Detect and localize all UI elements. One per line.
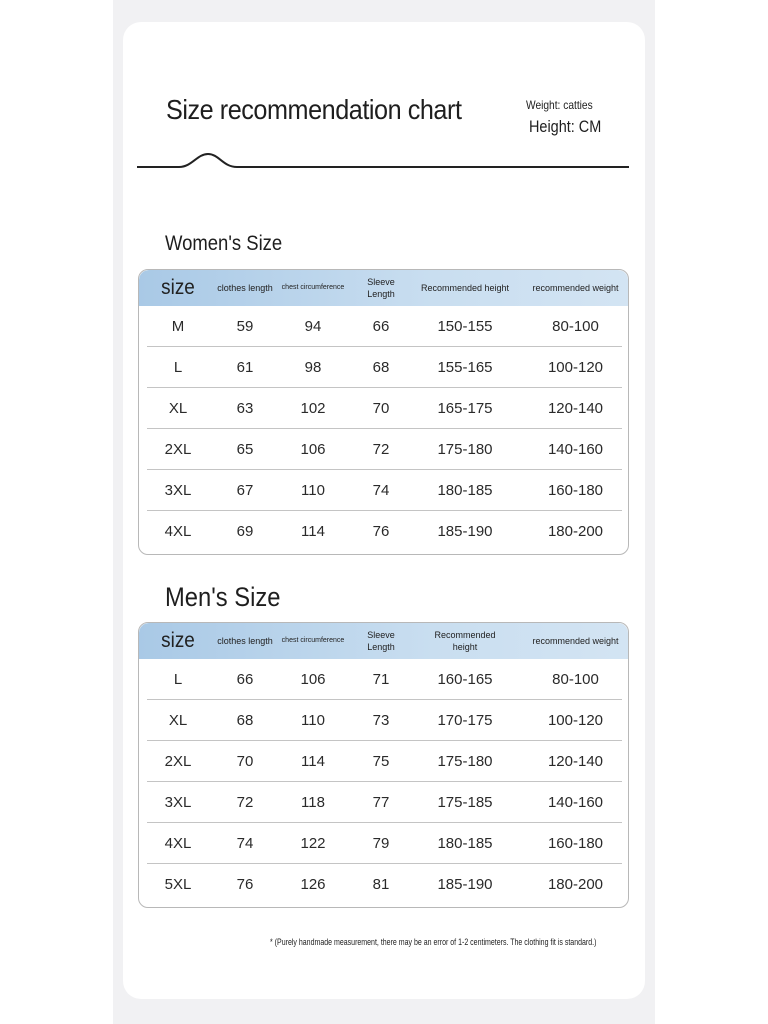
rec-weight-cell: 120-140 (547, 400, 604, 417)
size-cell: 4XL (164, 835, 192, 852)
clothes-length-cell: 69 (236, 523, 254, 540)
rec-height-cell: 160-165 (437, 671, 493, 688)
chest-cell: 126 (300, 876, 326, 893)
rec-height-cell: 180-185 (437, 835, 493, 852)
sleeve-cell: 75 (372, 753, 390, 770)
sleeve-cell: 77 (372, 794, 390, 811)
rec-height-cell: 170-175 (437, 712, 493, 729)
col-clothes-length-header: clothes length (217, 283, 273, 293)
clothes-length-cell: 66 (236, 671, 254, 688)
size-cell: 5XL (164, 876, 192, 893)
table-row (139, 511, 628, 552)
sleeve-cell: 68 (372, 359, 390, 376)
rec-weight-cell: 80-100 (552, 671, 599, 688)
chest-cell: 110 (301, 712, 325, 729)
rec-height-cell: 155-165 (437, 359, 493, 376)
clothes-length-cell: 74 (236, 835, 254, 852)
table-row (139, 388, 628, 429)
chest-cell: 98 (304, 359, 322, 376)
sleeve-cell: 73 (372, 712, 390, 729)
chest-cell: 122 (300, 835, 326, 852)
table-row (139, 741, 628, 782)
col-sleeve-header: Sleeve Length (367, 630, 395, 652)
col-clothes-length-header: clothes length (217, 636, 273, 646)
rec-weight-cell: 140-160 (547, 794, 604, 811)
mens-size-title: Men's Size (165, 582, 281, 612)
col-chest-header: chest circumference (281, 284, 345, 291)
col-chest-header: chest circumference (281, 637, 345, 644)
size-cell: XL (168, 712, 188, 729)
rec-height-cell: 185-190 (437, 876, 493, 893)
col-rec-weight-header: recommended weight (532, 283, 619, 293)
table-row (139, 823, 628, 864)
rec-weight-cell: 140-160 (547, 441, 604, 458)
rec-weight-cell: 160-180 (547, 482, 604, 499)
size-cell: M (171, 318, 185, 335)
sleeve-cell: 81 (372, 876, 390, 893)
sleeve-cell: 70 (372, 400, 390, 417)
rec-height-cell: 185-190 (437, 523, 493, 540)
rec-weight-cell: 120-140 (547, 753, 604, 770)
clothes-length-cell: 59 (236, 318, 254, 335)
rec-weight-cell: 180-200 (547, 523, 604, 540)
mens-size-table (138, 622, 629, 908)
sleeve-cell: 76 (372, 523, 390, 540)
chest-cell: 102 (300, 400, 326, 417)
rec-weight-cell: 100-120 (547, 712, 604, 729)
rec-weight-cell: 100-120 (547, 359, 604, 376)
weight-unit-label: Weight: catties (526, 98, 593, 112)
table-header (139, 270, 628, 306)
clothes-length-cell: 68 (236, 712, 254, 729)
size-cell: 3XL (164, 794, 192, 811)
chest-cell: 114 (301, 753, 325, 770)
womens-size-title: Women's Size (165, 232, 283, 255)
chest-cell: 94 (304, 318, 322, 335)
rec-height-cell: 165-175 (437, 400, 493, 417)
rec-height-cell: 175-185 (437, 794, 493, 811)
size-cell: L (173, 671, 183, 688)
height-unit-label: Height: CM (529, 117, 602, 136)
size-cell: 4XL (164, 523, 192, 540)
size-cell: 2XL (164, 753, 192, 770)
table-row (139, 864, 628, 905)
clothes-length-cell: 61 (236, 359, 254, 376)
sleeve-cell: 72 (372, 441, 390, 458)
wave-divider (137, 150, 631, 172)
table-row (139, 470, 628, 511)
col-size-header: size (161, 629, 195, 652)
womens-size-table (138, 269, 629, 555)
rec-height-cell: 180-185 (437, 482, 493, 499)
rec-height-cell: 175-180 (437, 441, 493, 458)
size-cell: L (173, 359, 183, 376)
clothes-length-cell: 72 (236, 794, 254, 811)
size-cell: XL (168, 400, 188, 417)
col-sleeve-header: Sleeve Length (367, 277, 395, 299)
col-rec-height-header: Recommended height (434, 630, 496, 652)
size-cell: 3XL (164, 482, 192, 499)
table-header (139, 623, 628, 659)
chart-title: Size recommendation chart (166, 94, 462, 125)
sleeve-cell: 71 (372, 671, 390, 688)
clothes-length-cell: 65 (236, 441, 254, 458)
table-row (139, 659, 628, 700)
clothes-length-cell: 63 (236, 400, 254, 417)
table-row (139, 782, 628, 823)
rec-weight-cell: 180-200 (547, 876, 604, 893)
rec-height-cell: 150-155 (437, 318, 493, 335)
chest-cell: 118 (301, 794, 325, 811)
chest-cell: 106 (300, 441, 326, 458)
col-size-header: size (161, 276, 195, 299)
rec-height-cell: 175-180 (437, 753, 493, 770)
clothes-length-cell: 67 (236, 482, 254, 499)
measurement-footnote: * (Purely handmade measurement, there may be an error of 1-2 centimeters. The clothing fit is standard.) (270, 937, 597, 947)
size-cell: 2XL (164, 441, 192, 458)
sleeve-cell: 74 (372, 482, 390, 499)
sleeve-cell: 66 (372, 318, 390, 335)
chest-cell: 114 (301, 523, 325, 540)
rec-weight-cell: 80-100 (552, 318, 599, 335)
col-rec-weight-header: recommended weight (532, 636, 619, 646)
clothes-length-cell: 76 (236, 876, 254, 893)
table-row (139, 306, 628, 347)
sleeve-cell: 79 (372, 835, 390, 852)
chest-cell: 106 (300, 671, 326, 688)
chest-cell: 110 (301, 482, 325, 499)
table-row (139, 700, 628, 741)
table-row (139, 347, 628, 388)
table-row (139, 429, 628, 470)
col-rec-height-header: Recommended height (420, 283, 510, 293)
rec-weight-cell: 160-180 (547, 835, 604, 852)
clothes-length-cell: 70 (236, 753, 254, 770)
